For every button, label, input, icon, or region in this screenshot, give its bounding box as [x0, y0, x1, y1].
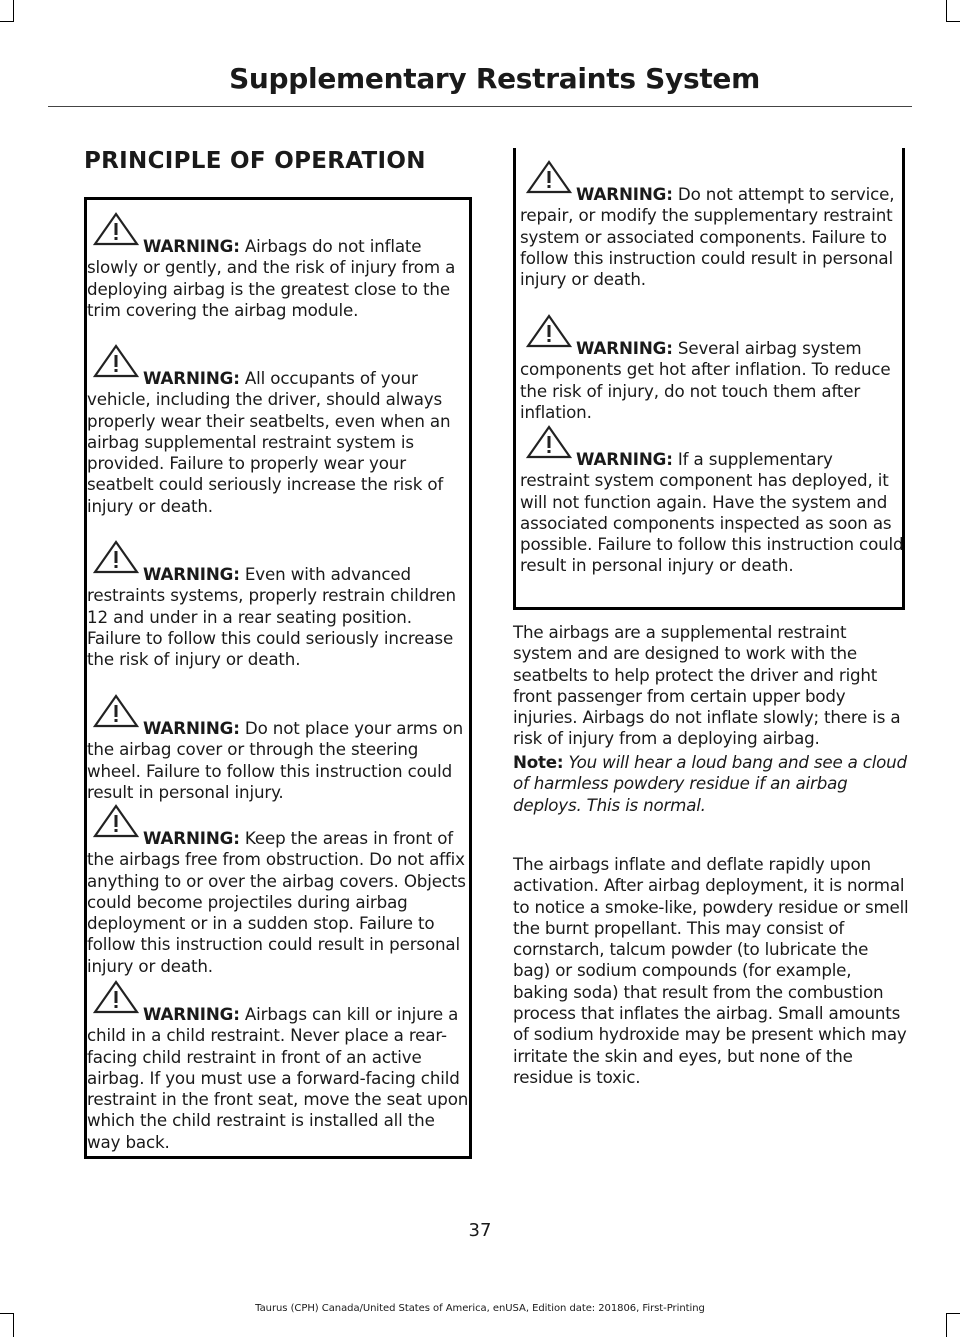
body-paragraph-1: The airbags are a supplemental restraint system and are designed to work with the seatbelts to help protect the driver and right front passenger from certain upper body injuries. Airbags do not inflate slowly; there is a risk of injury from a deploying airbag.	[513, 622, 901, 749]
note-paragraph	[513, 752, 909, 816]
warning-2	[87, 368, 469, 517]
header-title: Supplementary Restraints System	[229, 62, 760, 95]
warning-4	[87, 718, 469, 803]
warning-7	[520, 184, 904, 290]
warning-label: WARNING:	[143, 1004, 240, 1024]
left-warning-box	[84, 197, 472, 1159]
warning-triangle-icon	[526, 160, 572, 194]
crop-mark-top-left-h	[0, 21, 14, 22]
note-label: Note:	[513, 752, 564, 772]
warning-triangle-icon	[93, 212, 139, 246]
warning-triangle-icon	[93, 344, 139, 378]
footer-edition: Taurus (CPH) Canada/United States of America, enUSA, Edition date: 201806, First-Printing	[255, 1303, 705, 1314]
warning-8	[520, 338, 904, 423]
right-warning-box	[513, 148, 905, 610]
warning-triangle-icon	[93, 980, 139, 1014]
warning-6	[87, 1004, 469, 1153]
crop-mark-top-right-h	[946, 21, 960, 22]
warning-label: WARNING:	[143, 236, 240, 256]
warning-text: Keep the areas in front of the airbags free from obstruction. Do not affix anything to or over the airbag covers. Objects could become projectiles during airbag deployment or in a sudden stop. Failure to follow this instruction could result in personal injury or death.	[87, 828, 466, 976]
warning-3	[87, 564, 469, 670]
warning-label: WARNING:	[576, 449, 673, 469]
warning-triangle-icon	[93, 540, 139, 574]
section-title: PRINCIPLE OF OPERATION	[84, 148, 426, 174]
body-paragraph-2: The airbags inflate and deflate rapidly upon activation. After airbag deployment, it is normal to notice a smoke-like, powdery residue or smell the burnt propellant. This may consist of cornstarch, talcum powder (to lubricate the bag) or sodium compounds (for example, baking soda) that result from the combustion process that inflates the airbag. Small amounts of sodium hydroxide may be present which may irritate the skin and eyes, but none of the residue is toxic.	[513, 854, 909, 1087]
crop-mark-bottom-right-v	[946, 1313, 947, 1337]
warning-text: Do not place your arms on the airbag cover or through the steering wheel. Failure to follow this instruction could result in personal injury.	[87, 718, 463, 802]
warning-5	[87, 828, 469, 977]
warning-triangle-icon	[93, 804, 139, 838]
warning-label: WARNING:	[576, 184, 673, 204]
warning-text: Airbags do not inflate slowly or gently, and the risk of injury from a deploying airbag is the greatest close to the trim covering the airbag module.	[87, 236, 456, 320]
warning-1	[87, 236, 469, 321]
warning-9	[520, 449, 904, 577]
warning-triangle-icon	[93, 694, 139, 728]
warning-text: Airbags can kill or injure a child in a child restraint. Never place a rear-facing child restraint in front of an active airbag. If you must use a forward-facing child restraint in the front seat, move the seat upon which the child restraint is installed all the way back.	[87, 1004, 469, 1152]
warning-label: WARNING:	[143, 564, 240, 584]
warning-label: WARNING:	[143, 368, 240, 388]
page-number: 37	[468, 1220, 492, 1241]
header-divider	[48, 106, 912, 107]
warning-label: WARNING:	[576, 338, 673, 358]
crop-mark-top-left-v	[13, 0, 14, 22]
warning-text: Even with advanced restraints systems, properly restrain children 12 and under in a rear seating position. Failure to follow this could seriously increase the risk of injury or death.	[87, 564, 456, 670]
warning-text: Do not attempt to service, repair, or modify the supplementary restraint system or associated components. Failure to follow this instruction could result in personal injury or death.	[520, 184, 895, 290]
warning-text: All occupants of your vehicle, including the driver, should always properly wear their seatbelts, even when an airbag supplemental restraint system is provided. Failure to properly wear your seatbelt could seriously increase the risk of injury or death.	[87, 368, 451, 516]
crop-mark-top-right-v	[946, 0, 947, 22]
crop-mark-bottom-left-v	[13, 1313, 14, 1337]
warning-text: Several airbag system components get hot after inflation. To reduce the risk of injury, do not touch them after inflation.	[520, 338, 891, 422]
warning-text: If a supplementary restraint system component has deployed, it will not function again. Have the system and associated components inspected as soon as possible. Failure to follow this instruction could result in personal injury or death.	[520, 449, 904, 576]
warning-label: WARNING:	[143, 718, 240, 738]
warning-triangle-icon	[526, 425, 572, 459]
warning-triangle-icon	[526, 314, 572, 348]
note-text: You will hear a loud bang and see a cloud of harmless powdery residue if an airbag deploys. This is normal.	[513, 752, 907, 815]
warning-label: WARNING:	[143, 828, 240, 848]
